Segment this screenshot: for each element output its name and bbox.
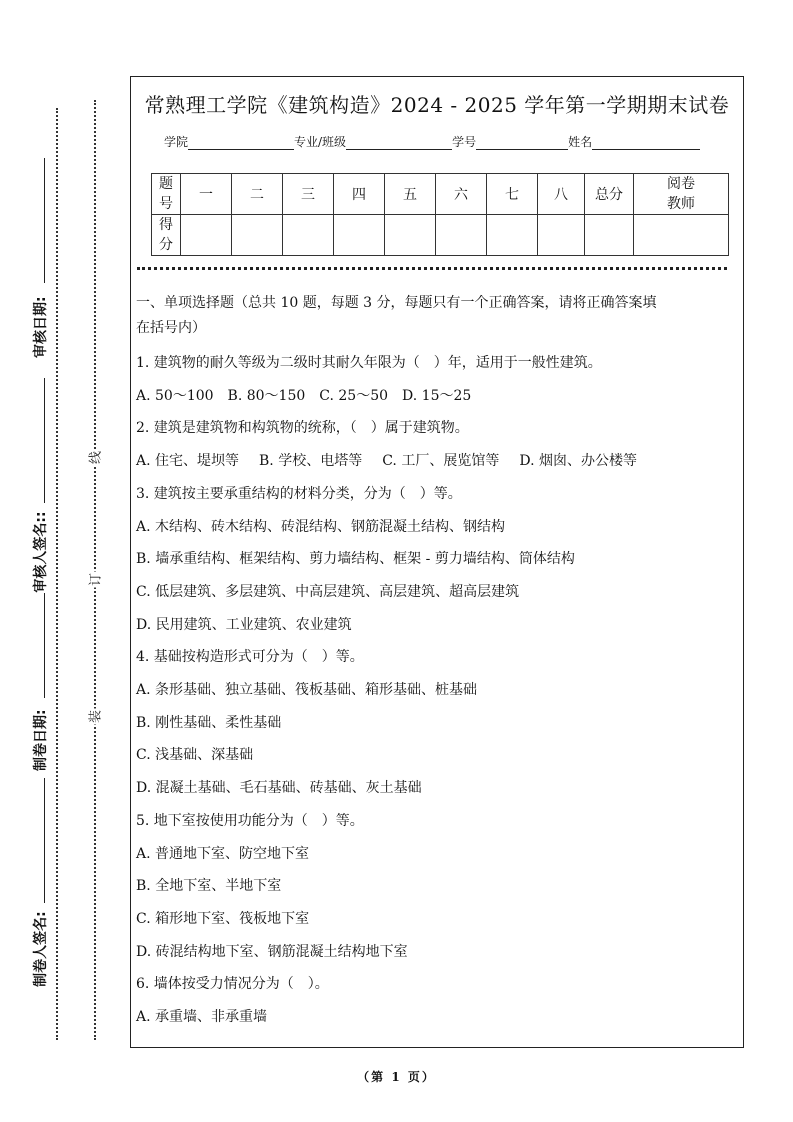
score-table-header-row — [152, 174, 729, 215]
score-row-label: 得分 — [152, 215, 181, 256]
grader-header: 阅卷教师 — [634, 174, 729, 215]
page-number: （第 1 页） — [357, 1070, 436, 1084]
question-3-option-a[interactable]: A. 木结构、砖木结构、砖混结构、钢筋混凝土结构、钢结构 — [136, 518, 506, 535]
question-5-option-a[interactable]: A. 普通地下室、防空地下室 — [136, 845, 310, 862]
question-4-option-d[interactable]: D. 混凝土基础、毛石基础、砖基础、灰土基础 — [136, 780, 422, 797]
college-label: 学院 — [164, 135, 189, 149]
score-cell-1[interactable] — [181, 215, 232, 256]
question-1-option-c[interactable]: C. 25～50 — [319, 387, 389, 404]
question-6-stem: 6. 墙体按受力情况分为（ ）。 — [136, 976, 329, 993]
college-field[interactable] — [188, 135, 294, 150]
score-cell-6[interactable] — [436, 215, 487, 256]
score-col-total: 总分 — [585, 174, 634, 215]
question-2-option-b[interactable]: B. 学校、电塔等 — [259, 453, 363, 470]
score-col-8: 八 — [538, 174, 585, 215]
binding-dotted-line-outer — [56, 108, 58, 1040]
score-cell-grader[interactable] — [634, 215, 729, 256]
exam-title: 常熟理工学院《建筑构造》2024 - 2025 学年第一学期期末试卷 — [144, 93, 730, 117]
question-1-option-b[interactable]: B. 80～150 — [227, 387, 306, 404]
question-2-option-d[interactable]: D. 烟囱、办公楼等 — [519, 453, 637, 470]
question-2-option-c[interactable]: C. 工厂、展览馆等 — [382, 453, 500, 470]
question-5-option-b[interactable]: B. 全地下室、半地下室 — [136, 878, 282, 895]
question-4-option-b[interactable]: B. 刚性基础、柔性基础 — [136, 714, 282, 731]
question-5-stem: 5. 地下室按使用功能分为（ ）等。 — [136, 812, 364, 829]
question-3-stem: 3. 建筑按主要承重结构的材料分类，分为（ ）等。 — [136, 485, 462, 502]
reviewer-signature-line — [44, 378, 45, 503]
question-1-stem: 1. 建筑物的耐久等级为二级时其耐久年限为（ ）年，适用于一般性建筑。 — [136, 355, 602, 371]
binding-char-bind: 装 — [85, 709, 104, 725]
section-heading-line-2: 在括号内） — [136, 320, 206, 336]
score-cell-3[interactable] — [283, 215, 334, 256]
question-5-option-c[interactable]: C. 箱形地下室、筏板地下室 — [136, 910, 310, 927]
binding-char-order: 订 — [85, 572, 104, 588]
question-1-option-d[interactable]: D. 15～25 — [402, 387, 472, 404]
compiler-signature-line — [44, 778, 45, 903]
compiler-signature-label: 制卷人签名: — [33, 911, 49, 987]
question-4-stem: 4. 基础按构造形式可分为（ ）等。 — [136, 649, 364, 666]
question-2-options — [136, 445, 736, 478]
score-col-7: 七 — [487, 174, 538, 215]
student-id-field[interactable] — [476, 135, 568, 150]
question-4-option-a[interactable]: A. 条形基础、独立基础、筏板基础、箱形基础、桩基础 — [136, 682, 478, 699]
score-cell-2[interactable] — [232, 215, 283, 256]
score-cell-8[interactable] — [538, 215, 585, 256]
review-date-label: 审核日期: — [33, 296, 49, 358]
major-class-label: 专业/班级 — [294, 135, 347, 149]
question-2-option-a[interactable]: A. 住宅、堤坝等 — [136, 453, 240, 470]
score-table-score-row — [152, 215, 729, 256]
question-3-option-c[interactable]: C. 低层建筑、多层建筑、中高层建筑、高层建筑、超高层建筑 — [136, 583, 520, 600]
dotted-separator — [137, 267, 727, 270]
score-col-6: 六 — [436, 174, 487, 215]
section-heading-line-1: 一、单项选择题（总共 10 题，每题 3 分，每题只有一个正确答案，请将正确答案填 — [136, 295, 657, 311]
score-cell-5[interactable] — [385, 215, 436, 256]
score-cell-7[interactable] — [487, 215, 538, 256]
question-3-option-d[interactable]: D. 民用建筑、工业建筑、农业建筑 — [136, 616, 352, 633]
score-col-4: 四 — [334, 174, 385, 215]
score-cell-total[interactable] — [585, 215, 634, 256]
score-col-1: 一 — [181, 174, 232, 215]
compile-date-line — [44, 593, 45, 698]
binding-dotted-line-inner — [94, 100, 96, 1040]
question-6-option-a[interactable]: A. 承重墙、非承重墙 — [136, 1009, 268, 1026]
question-number-header: 题号 — [152, 174, 181, 215]
section-heading — [136, 291, 736, 341]
score-col-2: 二 — [232, 174, 283, 215]
compile-date-label: 制卷日期: — [33, 709, 49, 771]
question-1-options — [136, 380, 736, 413]
major-class-field[interactable] — [346, 135, 452, 150]
score-cell-4[interactable] — [334, 215, 385, 256]
question-5-option-d[interactable]: D. 砖混结构地下室、钢筋混凝土结构地下室 — [136, 943, 408, 960]
student-id-label: 学号 — [452, 135, 477, 149]
question-1-option-a[interactable]: A. 50～100 — [136, 387, 214, 404]
score-table — [151, 173, 729, 256]
score-col-3: 三 — [283, 174, 334, 215]
exam-frame — [130, 76, 744, 1048]
score-col-5: 五 — [385, 174, 436, 215]
question-4-option-c[interactable]: C. 浅基础、深基础 — [136, 747, 254, 764]
student-info-row — [164, 133, 700, 150]
name-label: 姓名 — [568, 135, 593, 149]
question-content — [136, 291, 736, 1034]
binding-char-line: 线 — [85, 450, 104, 466]
review-date-line — [44, 158, 45, 283]
question-2-stem: 2. 建筑是建筑物和构筑物的统称，（ ）属于建筑物。 — [136, 420, 469, 437]
name-field[interactable] — [592, 135, 700, 150]
reviewer-signature-label: 审核人签名:: — [33, 511, 49, 593]
question-3-option-b[interactable]: B. 墙承重结构、框架结构、剪力墙结构、框架 - 剪力墙结构、筒体结构 — [136, 551, 575, 568]
